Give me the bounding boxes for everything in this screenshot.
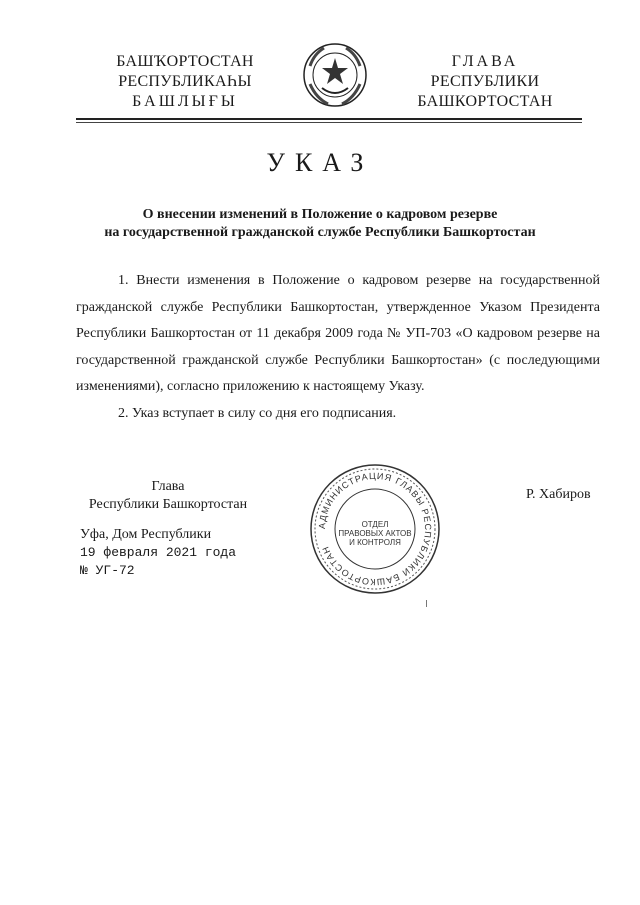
header-left-line-1: БАШҠОРТОСТАН — [116, 53, 254, 70]
header-right-line-1: ГЛАВА — [451, 53, 519, 70]
decree-number: № УГ-72 — [80, 563, 135, 578]
place: Уфа, Дом Республики — [80, 527, 212, 542]
stamp-center-line-3: И КОНТРОЛЯ — [349, 538, 401, 547]
document-subject — [80, 206, 560, 242]
signatory-position-line-2: Республики Башкортостан — [88, 497, 248, 512]
signatory-position-line-1: Глава — [151, 479, 185, 494]
subject-line-1: О внесении изменений в Положение о кадровом резерве — [142, 207, 498, 222]
header-left-block — [100, 52, 270, 112]
stamp-ring-text: АДМИНИСТРАЦИЯ ГЛАВЫ РЕСПУБЛИКИ БАШКОРТОСТАН — [316, 470, 434, 588]
header-right-block — [400, 52, 570, 112]
signatory-name: Р. Хабиров — [526, 487, 591, 502]
header-left-line-3: БАШЛЫҒЫ — [132, 93, 238, 110]
scan-mark — [426, 600, 427, 607]
subject-line-2: на государственной гражданской службе Республики Башкортостан — [104, 225, 536, 240]
header-right-line-3: БАШКОРТОСТАН — [417, 93, 553, 110]
stamp-center-line-2: ПРАВОВЫХ АКТОВ — [338, 529, 412, 538]
signatory-position — [78, 478, 258, 514]
place-and-date — [80, 526, 236, 580]
header-divider-thin — [76, 122, 582, 123]
header-divider-thick — [76, 118, 582, 120]
header-right-line-2: РЕСПУБЛИКИ — [430, 73, 540, 90]
header-left-line-2: РЕСПУБЛИКАҺЫ — [118, 73, 252, 90]
body-paragraph-1: 1. Внести изменения в Положение о кадровом резерве на государственной гражданской службе Республики Башкортостан, утвержденное Указом Президента Республики Башкортостан от 11 декабря 2009 года № УП-703 «О кадровом резерве на государственной гражданской службе Республики Башкортостан» (с последующими изменениями), согласно приложению к настоящему Указу. — [76, 273, 600, 394]
bashkortostan-emblem-icon — [302, 42, 368, 108]
document-title: УКАЗ — [266, 148, 374, 177]
body-paragraph-2: 2. Указ вступает в силу со дня его подписания. — [118, 405, 397, 421]
document-body — [76, 268, 600, 427]
stamp-center-line-1: ОТДЕЛ — [361, 520, 389, 529]
date: 19 февраля 2021 года — [80, 545, 237, 560]
stamp-center-text — [334, 520, 416, 547]
